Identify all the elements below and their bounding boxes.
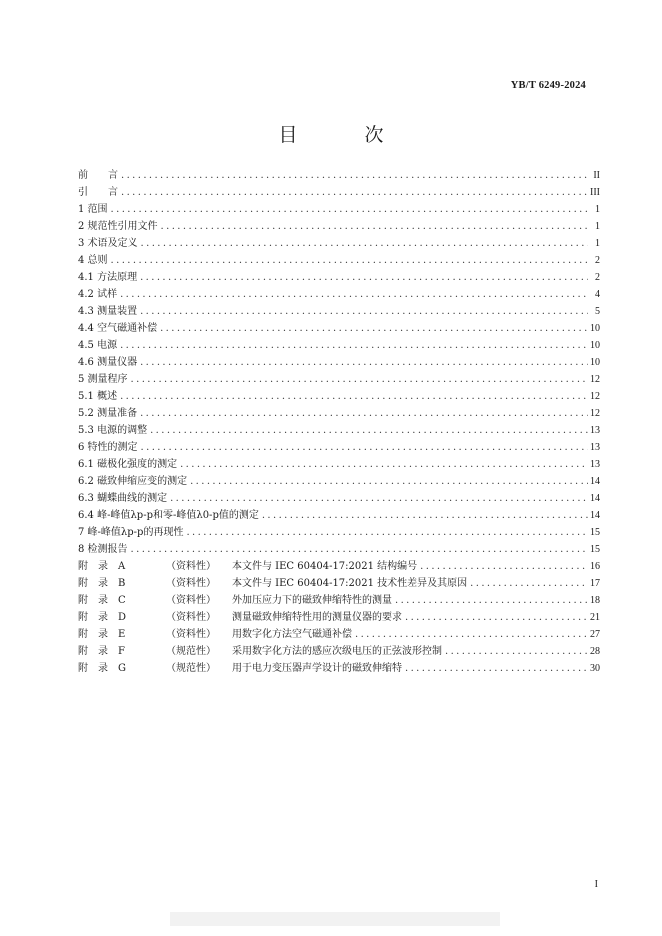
toc-entry-label: 5.3 电源的调整 [78,425,148,436]
toc-entry-page: 5 [595,306,600,317]
leader-dots [417,561,588,572]
appendix-prefix: 附 录 B [78,578,126,589]
appendix-title: 采用数字化方法的感应次级电压的正弦波形控制 [232,646,442,657]
toc-entry[interactable] [78,438,600,455]
leader-dots [128,544,588,555]
toc-entry-page: 2 [595,255,600,266]
toc-entry[interactable] [78,234,600,251]
leader-dots [352,629,588,640]
toc-entry-label: 4.4 空气磁通补偿 [78,323,158,334]
leader-dots [259,510,588,521]
toc-appendix-entry[interactable] [78,574,600,591]
toc-entry-label: 5.2 测量准备 [78,408,138,419]
toc-entry[interactable] [78,472,600,489]
toc-entry[interactable] [78,370,600,387]
toc-entry-label: 6 特性的测定 [78,442,138,453]
leader-dots [137,272,588,283]
toc-entry-page: 10 [590,323,600,334]
appendix-prefix: 附 录 A [78,561,126,572]
toc-entry[interactable] [78,336,600,353]
toc-entry-page: 1 [595,221,600,232]
leader-dots [402,663,588,674]
toc-entry-label: 2 规范性引用文件 [78,221,158,232]
leader-dots [157,323,588,334]
toc-entry-page: 10 [590,340,600,351]
toc-entry-page: 1 [595,238,600,249]
toc-entry[interactable] [78,506,600,523]
toc-entry-label: 前 言 [78,170,118,181]
toc-entry-page: 27 [590,629,600,640]
toc-entry-label: 4 总则 [78,255,108,266]
leader-dots [117,391,588,402]
appendix-kind: （资料性） [166,578,216,589]
toc-entry-label: 1 范围 [78,204,108,215]
toc-entry[interactable] [78,523,600,540]
appendix-kind: （规范性） [166,663,216,674]
leader-dots [147,425,588,436]
toc-entry[interactable] [78,353,600,370]
leader-dots [108,204,588,215]
leader-dots [118,187,588,198]
leader-dots [402,612,588,623]
leader-dots [177,459,588,470]
toc-entry[interactable] [78,387,600,404]
appendix-prefix: 附 录 D [78,612,127,623]
toc-entry-page: 13 [590,425,600,436]
toc-entry-label: 3 术语及定义 [78,238,138,249]
toc-entry-label: 6.4 峰-峰值λp-p和零-峰值λ0-p值的测定 [78,510,259,521]
leader-dots [138,442,588,453]
toc-entry-page: 21 [590,612,600,623]
toc-entry-page: 12 [590,391,600,402]
appendix-prefix: 附 录 E [78,629,126,640]
toc-entry[interactable] [78,455,600,472]
page-number: I [594,879,598,890]
toc-appendix-entry[interactable] [78,557,600,574]
toc-entry-page: 14 [590,510,600,521]
toc-appendix-entry[interactable] [78,591,600,608]
toc-entry[interactable] [78,319,600,336]
toc-appendix-entry[interactable] [78,659,600,676]
toc-entry-page: 1 [595,204,600,215]
appendix-title: 外加压应力下的磁致伸缩特性的测量 [232,595,392,606]
appendix-title: 测量磁致伸缩特性用的测量仪器的要求 [232,612,402,623]
toc-entry[interactable] [78,489,600,506]
toc-entry-page: 4 [595,289,600,300]
toc-entry[interactable] [78,183,600,200]
appendix-prefix: 附 录 F [78,646,125,657]
toc-entry[interactable] [78,302,600,319]
appendix-title: 用于电力变压器声学设计的磁致伸缩特 [232,663,402,674]
leader-dots [118,170,588,181]
toc-entry-label: 6.1 磁极化强度的测定 [78,459,178,470]
toc-appendix-entry[interactable] [78,625,600,642]
leader-dots [167,493,588,504]
toc-entry-label: 6.3 蝴蝶曲线的测定 [78,493,168,504]
toc-entry[interactable] [78,166,600,183]
toc-entry-page: 15 [590,527,600,538]
toc-entry-page: 18 [590,595,600,606]
standard-code: YB/T 6249-2024 [510,80,586,91]
toc-entry-label: 7 峰-峰值λp-p的再现性 [78,527,184,538]
leader-dots [138,238,588,249]
page-title: 目 次 [278,124,408,146]
toc-entry[interactable] [78,404,600,421]
toc-entry-label: 6.2 磁致伸缩应变的测定 [78,476,188,487]
leader-dots [117,289,588,300]
toc-entry-page: 12 [590,408,600,419]
toc-entry[interactable] [78,200,600,217]
toc-entry-page: 12 [590,374,600,385]
toc-entry-page: 13 [590,442,600,453]
appendix-kind: （资料性） [166,561,216,572]
toc-entry-label: 5.1 概述 [78,391,118,402]
toc-entry[interactable] [78,540,600,557]
appendix-prefix: 附 录 C [78,595,126,606]
toc-entry-label: 4.1 方法原理 [78,272,138,283]
appendix-kind: （资料性） [166,629,216,640]
leader-dots [442,646,588,657]
leader-dots [158,221,588,232]
toc-entry-page: 30 [590,663,600,674]
toc-entry-page: 13 [590,459,600,470]
toc-entry-label: 引 言 [78,187,118,198]
leader-dots [128,374,588,385]
appendix-kind: （资料性） [166,612,216,623]
leader-dots [467,578,588,589]
toc-entry[interactable] [78,268,600,285]
toc-entry-page: 14 [590,493,600,504]
toc-entry-page: 16 [590,561,600,572]
toc-entry-label: 5 测量程序 [78,374,128,385]
toc-appendix-entry[interactable] [78,642,600,659]
toc-entry-label: 4.6 测量仪器 [78,357,138,368]
toc-entry-page: 10 [590,357,600,368]
leader-dots [137,306,588,317]
leader-dots [137,357,588,368]
toc-entry-page: II [593,170,600,181]
appendix-title: 本文件与 IEC 60404-17:2021 技术性差异及其原因 [232,578,468,589]
toc-entry-label: 4.3 测量装置 [78,306,138,317]
toc-entry[interactable] [78,421,600,438]
toc-entry-page: 28 [590,646,600,657]
appendix-kind: （规范性） [166,646,216,657]
appendix-title: 用数字化方法空气磁通补偿 [232,629,352,640]
toc-entry-page: 2 [595,272,600,283]
appendix-kind: （资料性） [166,595,216,606]
leader-dots [187,476,588,487]
leader-dots [117,340,588,351]
toc-entry[interactable] [78,251,600,268]
appendix-title: 本文件与 IEC 60404-17:2021 结构编号 [232,561,418,572]
toc-entry-page: III [590,187,600,198]
toc-entry[interactable] [78,217,600,234]
leader-dots [183,527,588,538]
footer-watermark-strip [170,912,500,926]
toc-entry-label: 8 检测报告 [78,544,128,555]
appendix-prefix: 附 录 G [78,663,126,674]
toc-entry-page: 15 [590,544,600,555]
toc-entry-label: 4.2 试样 [78,289,118,300]
leader-dots [392,595,588,606]
toc-entry[interactable] [78,285,600,302]
toc-appendix-entry[interactable] [78,608,600,625]
toc-entry-label: 4.5 电源 [78,340,118,351]
table-of-contents [78,166,600,676]
leader-dots [108,255,588,266]
toc-entry-page: 14 [590,476,600,487]
toc-entry-page: 17 [590,578,600,589]
leader-dots [137,408,588,419]
